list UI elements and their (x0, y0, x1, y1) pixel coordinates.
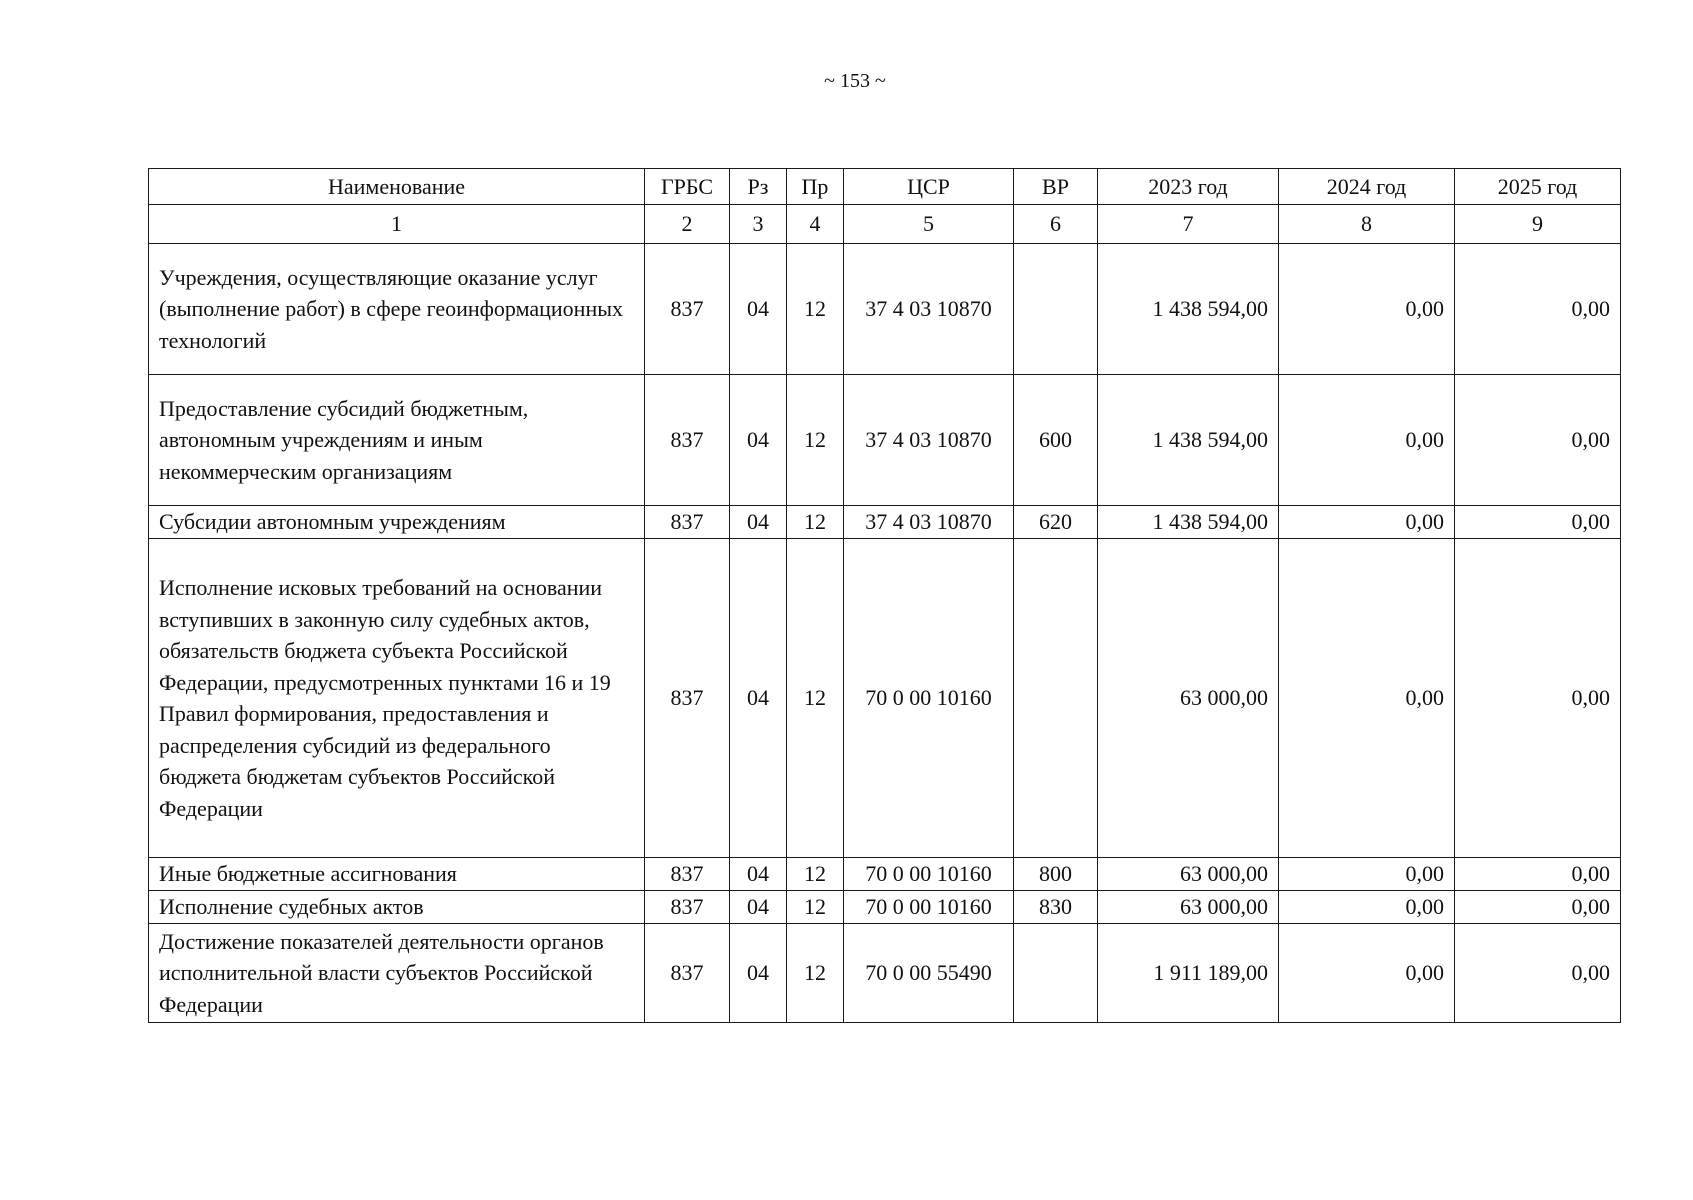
header-2025: 2025 год (1455, 169, 1621, 205)
row-csr: 37 4 03 10870 (844, 506, 1014, 539)
row-pr: 12 (787, 891, 844, 924)
column-number: 9 (1455, 205, 1621, 244)
table-row (149, 539, 1621, 858)
row-rz: 04 (730, 891, 787, 924)
row-vr: 830 (1014, 891, 1098, 924)
row-grbs: 837 (645, 891, 730, 924)
row-rz: 04 (730, 539, 787, 858)
row-2023: 1 438 594,00 (1098, 506, 1279, 539)
table-row (149, 924, 1621, 1023)
row-pr: 12 (787, 244, 844, 375)
row-pr: 12 (787, 375, 844, 506)
column-number: 6 (1014, 205, 1098, 244)
column-number: 3 (730, 205, 787, 244)
row-rz: 04 (730, 924, 787, 1023)
row-vr (1014, 244, 1098, 375)
row-2025: 0,00 (1455, 244, 1621, 375)
table-row (149, 244, 1621, 375)
header-row (149, 169, 1621, 205)
row-grbs: 837 (645, 858, 730, 891)
row-2024: 0,00 (1279, 858, 1455, 891)
row-2023: 1 438 594,00 (1098, 375, 1279, 506)
row-vr: 800 (1014, 858, 1098, 891)
row-pr: 12 (787, 924, 844, 1023)
row-vr (1014, 539, 1098, 858)
row-grbs: 837 (645, 244, 730, 375)
row-csr: 70 0 00 55490 (844, 924, 1014, 1023)
row-2024: 0,00 (1279, 539, 1455, 858)
row-rz: 04 (730, 244, 787, 375)
row-csr: 37 4 03 10870 (844, 375, 1014, 506)
row-2025: 0,00 (1455, 858, 1621, 891)
row-2024: 0,00 (1279, 375, 1455, 506)
row-vr (1014, 924, 1098, 1023)
row-2023: 63 000,00 (1098, 539, 1279, 858)
table-row (149, 375, 1621, 506)
row-rz: 04 (730, 375, 787, 506)
row-grbs: 837 (645, 506, 730, 539)
header-pr: Пр (787, 169, 844, 205)
row-csr: 70 0 00 10160 (844, 539, 1014, 858)
header-2024: 2024 год (1279, 169, 1455, 205)
row-2024: 0,00 (1279, 891, 1455, 924)
column-number: 1 (149, 205, 645, 244)
row-name: Достижение показателей деятельности органов исполнительной власти субъектов Российской Федерации (149, 924, 645, 1023)
table-row (149, 506, 1621, 539)
row-pr: 12 (787, 539, 844, 858)
row-pr: 12 (787, 858, 844, 891)
row-name: Иные бюджетные ассигнования (149, 858, 645, 891)
row-2024: 0,00 (1279, 244, 1455, 375)
row-2023: 1 911 189,00 (1098, 924, 1279, 1023)
row-2024: 0,00 (1279, 506, 1455, 539)
row-2025: 0,00 (1455, 891, 1621, 924)
row-csr: 70 0 00 10160 (844, 858, 1014, 891)
row-2025: 0,00 (1455, 375, 1621, 506)
header-name: Наименование (149, 169, 645, 205)
column-number: 4 (787, 205, 844, 244)
row-vr: 620 (1014, 506, 1098, 539)
row-name: Исполнение исковых требований на основании вступивших в законную силу судебных актов, обязательств бюджета субъекта Российской Федерации, предусмотренных пунктами 16 и 19 Правил формирования, предоставления и распределения субсидий из федерального бюджета бюджетам субъектов Российской Федерации (149, 539, 645, 858)
row-rz: 04 (730, 506, 787, 539)
column-number: 2 (645, 205, 730, 244)
row-2025: 0,00 (1455, 924, 1621, 1023)
row-2023: 63 000,00 (1098, 891, 1279, 924)
header-rz: Рз (730, 169, 787, 205)
row-grbs: 837 (645, 375, 730, 506)
column-number: 5 (844, 205, 1014, 244)
row-grbs: 837 (645, 924, 730, 1023)
row-name: Исполнение судебных актов (149, 891, 645, 924)
column-number-row (149, 205, 1621, 244)
row-2025: 0,00 (1455, 539, 1621, 858)
row-2023: 1 438 594,00 (1098, 244, 1279, 375)
table-row (149, 891, 1621, 924)
row-rz: 04 (730, 858, 787, 891)
header-vr: ВР (1014, 169, 1098, 205)
header-2023: 2023 год (1098, 169, 1279, 205)
row-csr: 70 0 00 10160 (844, 891, 1014, 924)
header-grbs: ГРБС (645, 169, 730, 205)
row-pr: 12 (787, 506, 844, 539)
row-name: Субсидии автономным учреждениям (149, 506, 645, 539)
column-number: 7 (1098, 205, 1279, 244)
row-name: Предоставление субсидий бюджетным, автономным учреждениям и иным некоммерческим организациям (149, 375, 645, 506)
budget-table (148, 168, 1621, 1023)
row-vr: 600 (1014, 375, 1098, 506)
header-csr: ЦСР (844, 169, 1014, 205)
row-grbs: 837 (645, 539, 730, 858)
page-number: ~ 153 ~ (824, 70, 886, 92)
row-2025: 0,00 (1455, 506, 1621, 539)
row-csr: 37 4 03 10870 (844, 244, 1014, 375)
row-name: Учреждения, осуществляющие оказание услуг (выполнение работ) в сфере геоинформационных технологий (149, 244, 645, 375)
column-number: 8 (1279, 205, 1455, 244)
row-2024: 0,00 (1279, 924, 1455, 1023)
table-row (149, 858, 1621, 891)
row-2023: 63 000,00 (1098, 858, 1279, 891)
